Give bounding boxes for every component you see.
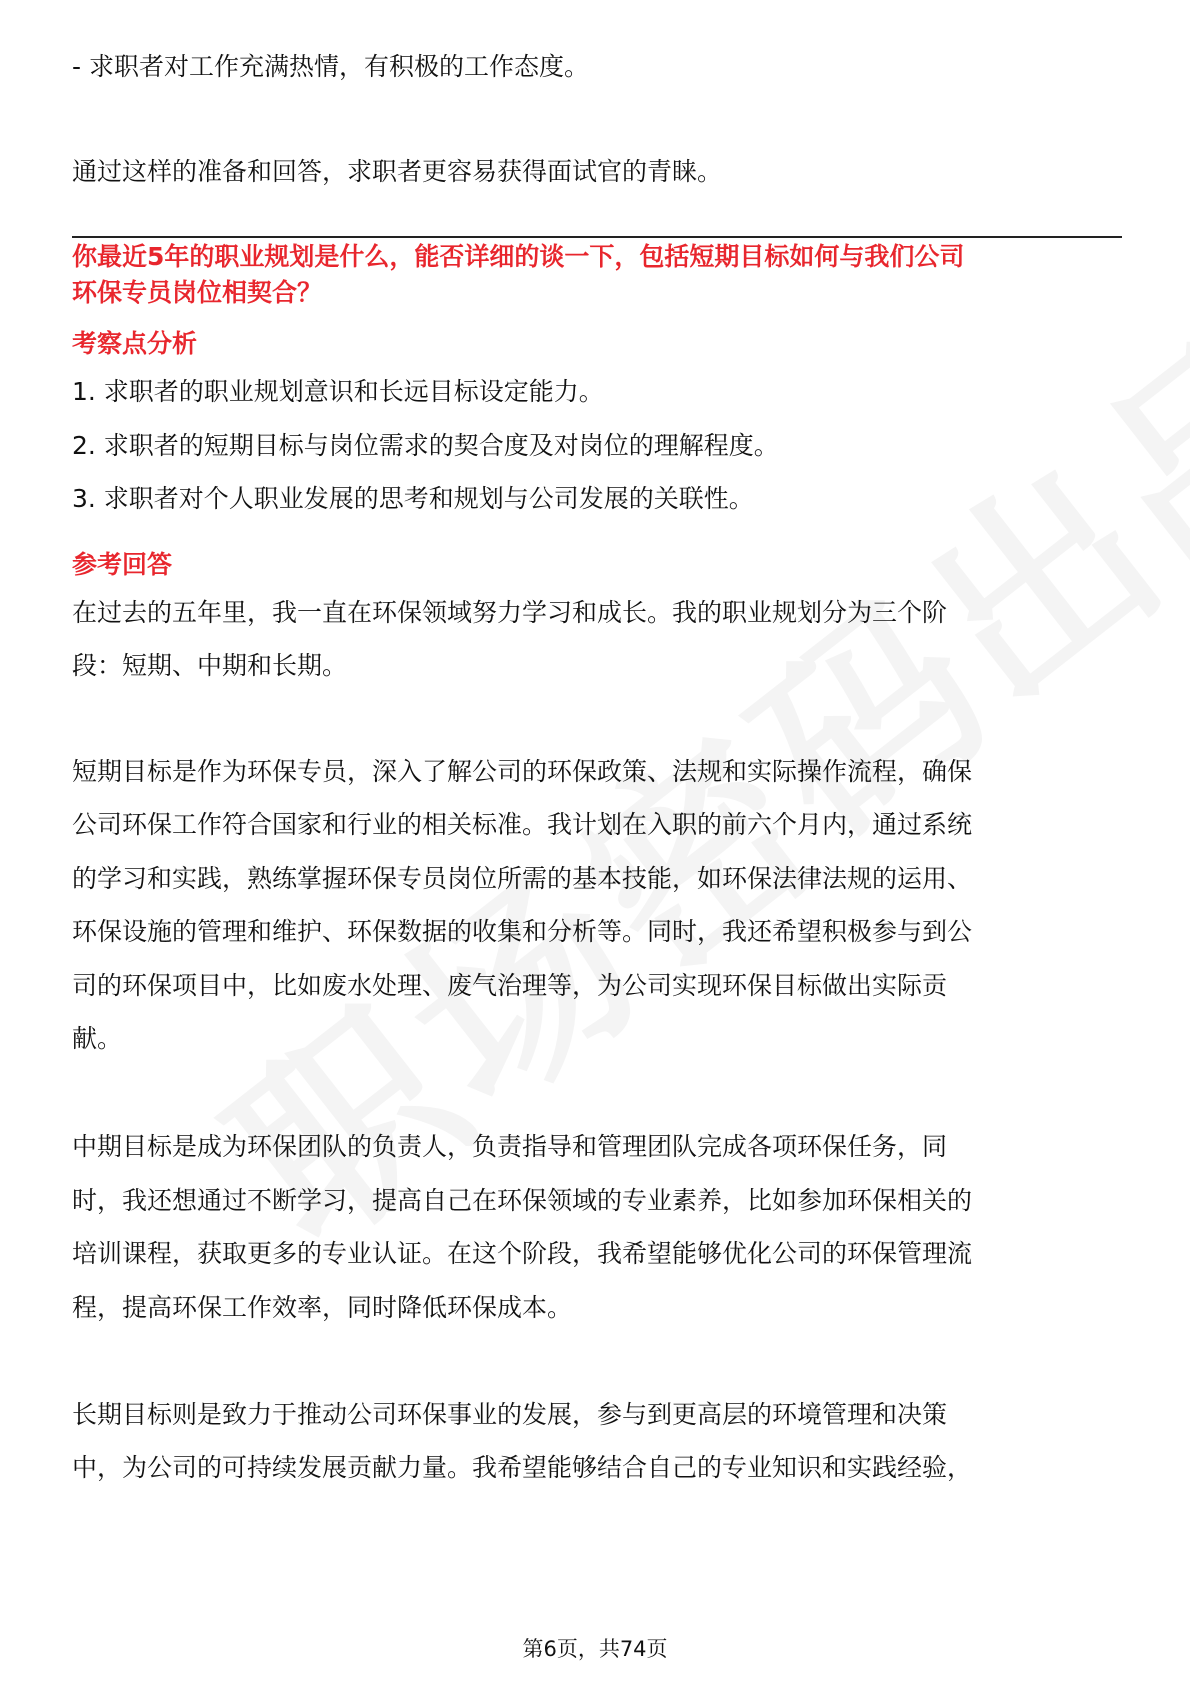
answer-paragraph-line: 中，为公司的可持续发展贡献力量。我希望能够结合自己的专业知识和实践经验， — [72, 1453, 973, 1482]
question-title-line-1: 你最近5年的职业规划是什么，能否详细的谈一下，包括短期目标如何与我们公司 — [72, 242, 965, 271]
analysis-item: 1. 求职者的职业规划意识和长远目标设定能力。 — [72, 377, 604, 406]
analysis-item: 2. 求职者的短期目标与岗位需求的契合度及对岗位的理解程度。 — [72, 431, 779, 460]
answer-paragraph-line: 短期目标是作为环保专员，深入了解公司的环保政策、法规和实际操作流程，确保 — [72, 757, 973, 786]
answer-paragraph-line: 献。 — [72, 1024, 123, 1053]
section-divider — [72, 236, 1122, 238]
conclusion-text: 通过这样的准备和回答，求职者更容易获得面试官的青睐。 — [72, 157, 723, 186]
analysis-item: 3. 求职者对个人职业发展的思考和规划与公司发展的关联性。 — [72, 484, 754, 513]
answer-paragraph-line: 在过去的五年里，我一直在环保领域努力学习和成长。我的职业规划分为三个阶 — [72, 598, 948, 627]
page-number: 第6页，共74页 — [522, 1637, 668, 1661]
answer-paragraph-line: 段：短期、中期和长期。 — [72, 651, 348, 680]
answer-paragraph-line: 程，提高环保工作效率，同时降低环保成本。 — [72, 1293, 573, 1322]
answer-heading: 参考回答 — [72, 550, 173, 579]
answer-paragraph-line: 中期目标是成为环保团队的负责人，负责指导和管理团队完成各项环保任务，同 — [72, 1132, 948, 1161]
bullet-item: - 求职者对工作充满热情，有积极的工作态度。 — [72, 52, 589, 81]
answer-paragraph-line: 的学习和实践，熟练掌握环保专员岗位所需的基本技能，如环保法律法规的运用、 — [72, 864, 973, 893]
answer-paragraph-line: 长期目标则是致力于推动公司环保事业的发展，参与到更高层的环境管理和决策 — [72, 1400, 948, 1429]
question-title-line-2: 环保专员岗位相契合？ — [72, 278, 323, 307]
answer-paragraph-line: 时，我还想通过不断学习，提高自己在环保领域的专业素养，比如参加环保相关的 — [72, 1186, 973, 1215]
answer-paragraph-line: 公司环保工作符合国家和行业的相关标准。我计划在入职的前六个月内，通过系统 — [72, 810, 973, 839]
answer-paragraph-line: 司的环保项目中，比如废水处理、废气治理等，为公司实现环保目标做出实际贡 — [72, 971, 948, 1000]
answer-paragraph-line: 培训课程，获取更多的专业认证。在这个阶段，我希望能够优化公司的环保管理流 — [72, 1239, 973, 1268]
answer-paragraph-line: 环保设施的管理和维护、环保数据的收集和分析等。同时，我还希望积极参与到公 — [72, 917, 973, 946]
analysis-heading: 考察点分析 — [72, 329, 198, 358]
